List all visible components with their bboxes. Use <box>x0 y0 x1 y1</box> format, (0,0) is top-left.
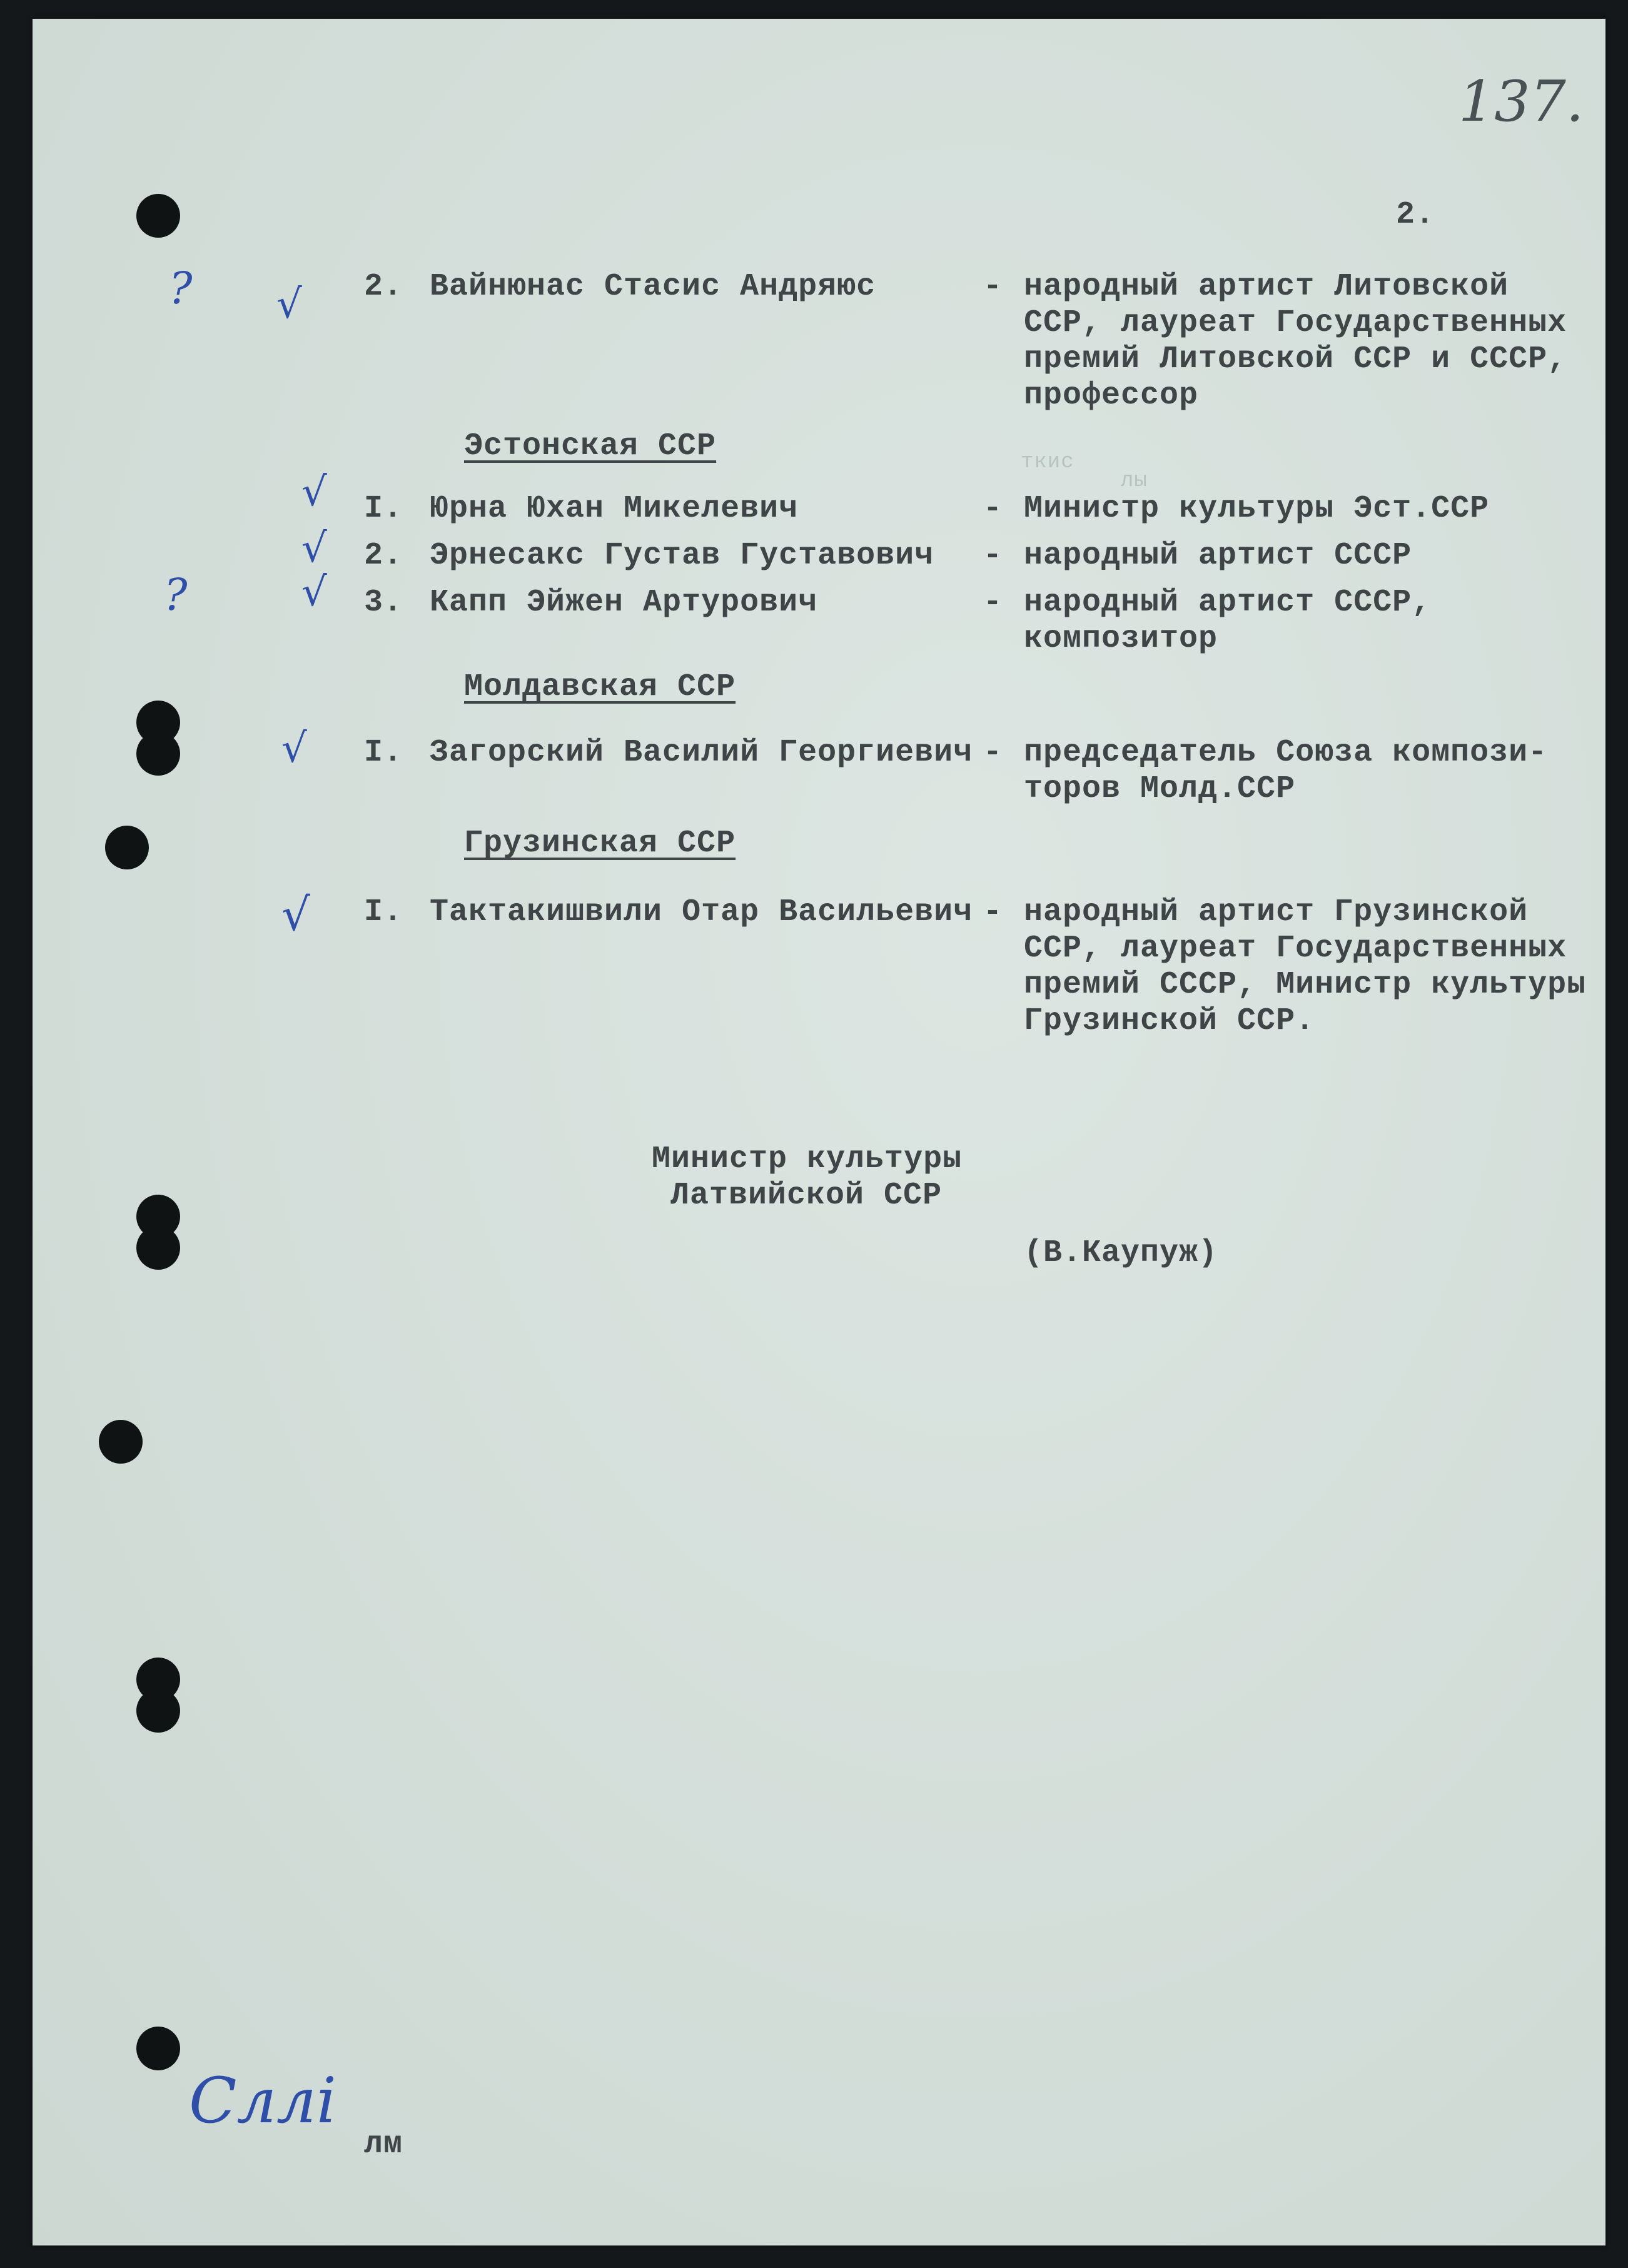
typist-initials: лм <box>364 2127 403 2162</box>
entry-number: I. <box>364 491 403 527</box>
punch-hole <box>136 732 180 776</box>
bleed-through-text: ткис <box>1021 450 1074 474</box>
document-page <box>33 19 1605 2245</box>
entry-description-line: премий СССР, Министр культуры <box>1024 967 1587 1003</box>
check-mark: √ <box>301 469 327 515</box>
section-heading: Эстонская ССР <box>464 428 717 464</box>
signatory-title: Министр культуры <box>652 1142 963 1177</box>
question-mark: ? <box>169 263 193 314</box>
punch-hole <box>136 194 180 238</box>
entry-description-line: профессор <box>1024 378 1199 413</box>
entry-dash: - <box>983 735 1003 771</box>
entry-number: 2. <box>364 269 403 305</box>
entry-description-line: торов Молд.ССР <box>1024 771 1296 807</box>
bleed-through-text: лы <box>1121 469 1148 493</box>
entry-description-line: народный артист СССР, <box>1024 585 1432 620</box>
entry-description-line: Грузинской ССР. <box>1024 1003 1315 1039</box>
check-mark: √ <box>301 525 327 572</box>
check-mark: √ <box>301 569 327 615</box>
entry-dash: - <box>983 585 1003 620</box>
signatory-name: (В.Каупуж) <box>1024 1235 1218 1271</box>
punch-hole <box>99 1420 143 1464</box>
entry-description-line: народный артист СССР <box>1024 538 1412 574</box>
entry-number: I. <box>364 894 403 930</box>
punch-hole <box>105 826 149 869</box>
entry-number: 2. <box>364 538 403 574</box>
check-mark: √ <box>281 726 307 772</box>
archive-page-number: 137. <box>1459 69 1584 134</box>
entry-number: 3. <box>364 585 403 620</box>
entry-dash: - <box>983 269 1003 305</box>
entry-description-line: Министр культуры Эст.ССР <box>1024 491 1490 527</box>
entry-description-line: композитор <box>1024 621 1218 657</box>
entry-description-line: народный артист Грузинской <box>1024 894 1529 930</box>
punch-hole <box>136 1226 180 1270</box>
entry-description-line: народный артист Литовской <box>1024 269 1509 305</box>
check-mark: √ <box>281 888 310 941</box>
section-heading: Грузинская ССР <box>464 826 736 861</box>
entry-name: Вайнюнас Стасис Андряюс <box>430 269 876 305</box>
entry-name: Юрна Юхан Микелевич <box>430 491 799 527</box>
entry-description-line: ССР, лауреат Государственных <box>1024 305 1567 341</box>
entry-name: Тактакишвили Отар Васильевич <box>430 894 973 930</box>
entry-name: Эрнесакс Густав Густавович <box>430 538 934 574</box>
signatory-title: Латвийской ССР <box>670 1178 943 1213</box>
entry-description-line: председатель Союза компози- <box>1024 735 1548 771</box>
check-mark: √ <box>276 281 302 328</box>
entry-dash: - <box>983 538 1003 574</box>
entry-description-line: премий Литовской ССР и СССР, <box>1024 342 1567 377</box>
punch-hole <box>136 1689 180 1733</box>
page-number: 2. <box>1396 197 1435 233</box>
handwritten-signature: Сллі <box>189 2064 336 2137</box>
entry-number: I. <box>364 735 403 771</box>
entry-dash: - <box>983 894 1003 930</box>
punch-hole <box>136 2027 180 2070</box>
section-heading: Молдавская ССР <box>464 669 736 705</box>
question-mark: ? <box>164 569 188 620</box>
entry-dash: - <box>983 491 1003 527</box>
entry-description-line: ССР, лауреат Государственных <box>1024 931 1567 966</box>
entry-name: Капп Эйжен Артурович <box>430 585 818 620</box>
entry-name: Загорский Василий Георгиевич <box>430 735 973 771</box>
